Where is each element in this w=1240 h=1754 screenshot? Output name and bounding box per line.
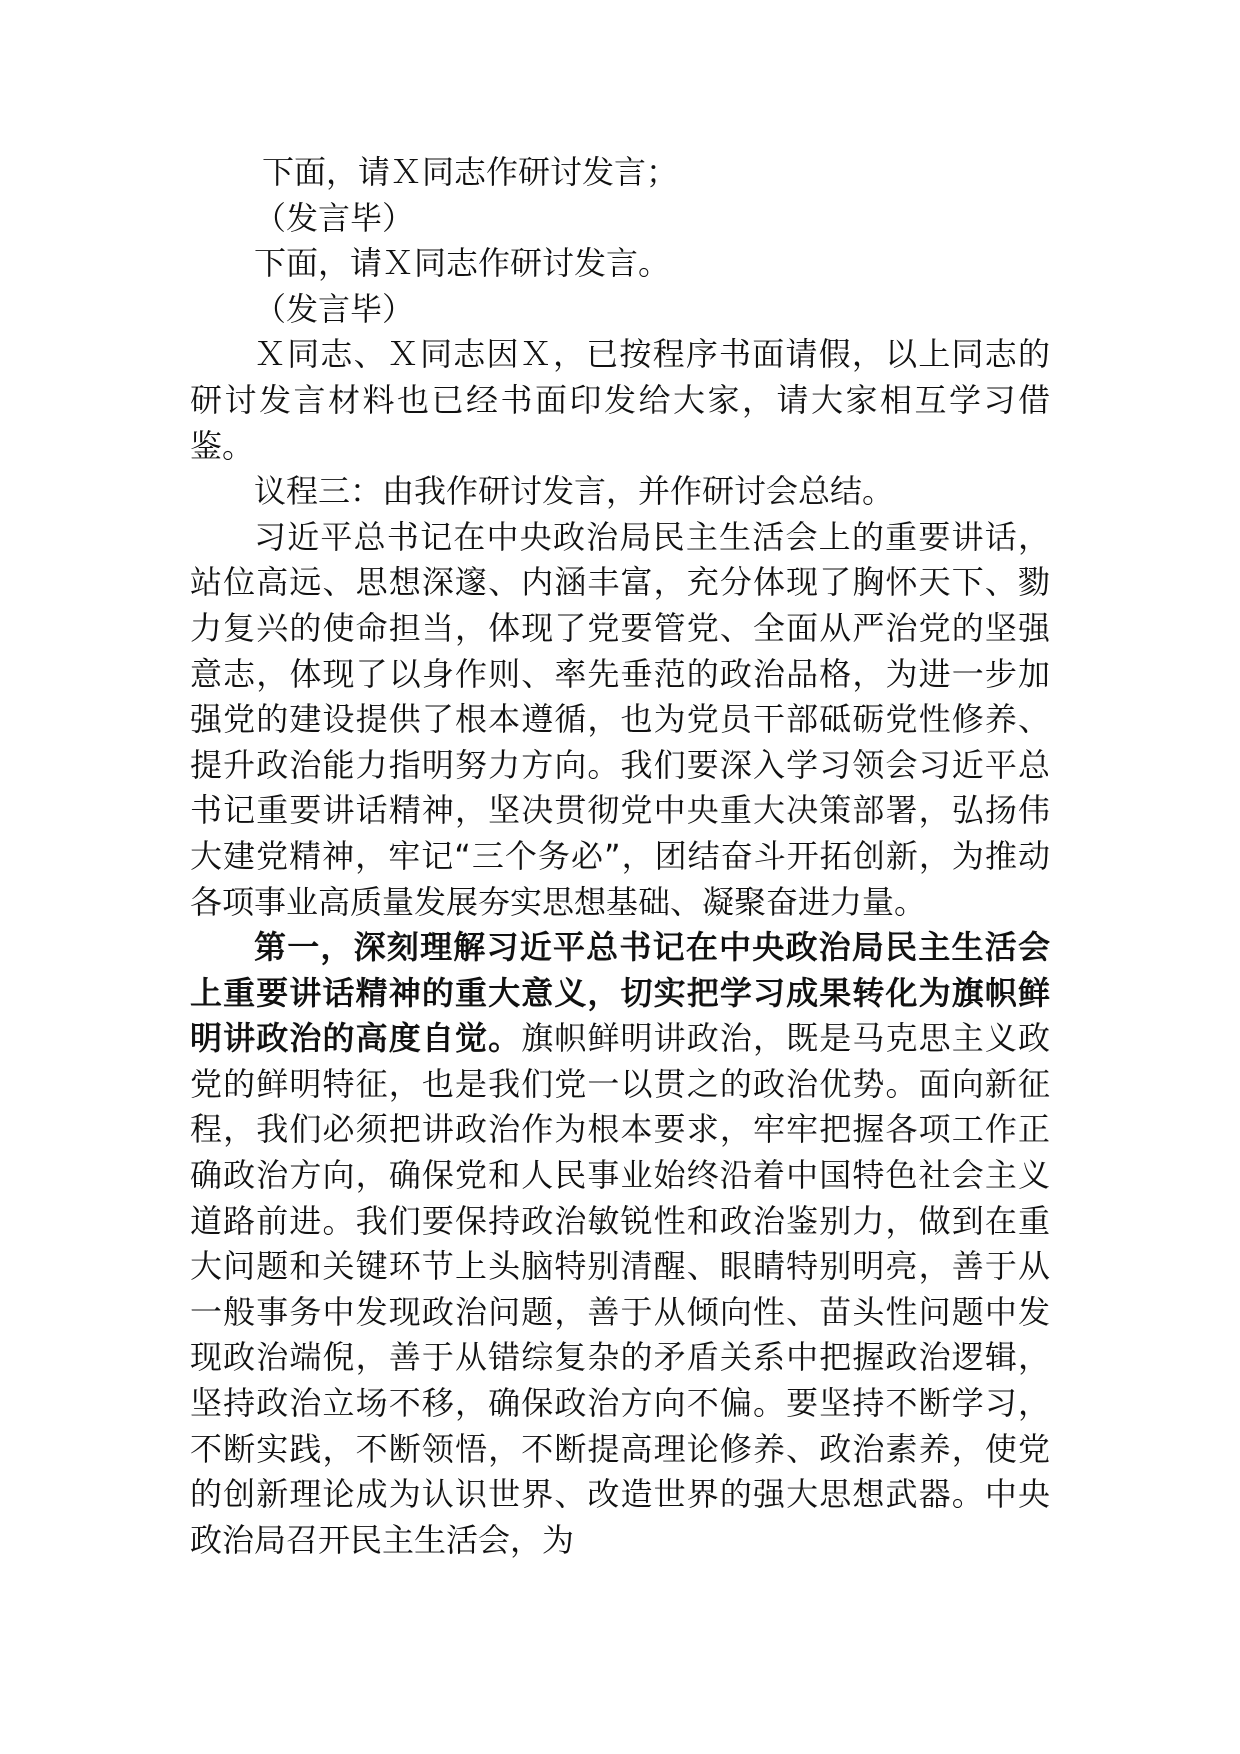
paragraph-speech-end-1: （发言毕） (254, 198, 415, 237)
point-one-body: 旗帜鲜明讲政治，既是马克思主义政党的鲜明特征，也是我们党一以贯之的政治优势。面向新征程，我们必须把讲政治作为根本要求，牢牢把握各项工作正确政治方向，确保党和人民事业始终沿着中国特色社会主义道路前进。我们要保持政治敏锐性和政治鉴别力，做到在重大问题和关键环节上头脑特别清醒、眼睛特别明亮，善于从一般事务中发现政治问题，善于从倾向性、苗头性问题中发现政治端倪，善于从错综复杂的矛盾关系中把握政治逻辑，坚持政治立场不移，确保政治方向不偏。要坚持不断学习，不断实践，不断领悟，不断提高理论修养、政治素养，使党的创新理论成为认识世界、改造世界的强大思想武器。中央政治局召开民主生活会，为 (190, 1019, 1050, 1559)
point-one-heading: 第一，深刻理解习近平总书记在中央政治局民主生活会上重要讲话精神的重大意义，切实把学习成果转化为旗帜鲜明讲政治的高度自觉。 (190, 928, 1050, 1058)
paragraph-speech-1: 下面，请Ｘ同志作研讨发言； (262, 153, 679, 191)
paragraph-speech-2: 下面，请Ｘ同志作研讨发言。 (254, 244, 671, 283)
paragraph-speech-end-2: （发言毕） (254, 289, 415, 328)
paragraph-leave-notice: Ｘ同志、Ｘ同志因Ｘ，已按程序书面请假，以上同志的研讨发言材料也已经书面印发给大家，请大家相互学习借鉴。 (190, 335, 1050, 465)
paragraph-speech-intro: 习近平总书记在中央政治局民主生活会上的重要讲话，站位高远、思想深邃、内涵丰富，充分体现了胸怀天下、勠力复兴的使命担当，体现了党要管党、全面从严治党的坚强意志，体现了以身作则、率先垂范的政治品格，为进一步加强党的建设提供了根本遵循，也为党员干部砥砺党性修养、提升政治能力指明努力方向。我们要深入学习领会习近平总书记重要讲话精神，坚决贯彻党中央重大决策部署，弘扬伟大建党精神，牢记“三个务必”，团结奋斗开拓创新，为推动各项事业高质量发展夯实思想基础、凝聚奋进力量。 (190, 517, 1050, 921)
paragraph-point-one (190, 925, 1050, 1563)
paragraph-agenda-three: 议程三：由我作研讨发言，并作研讨会总结。 (254, 472, 895, 511)
